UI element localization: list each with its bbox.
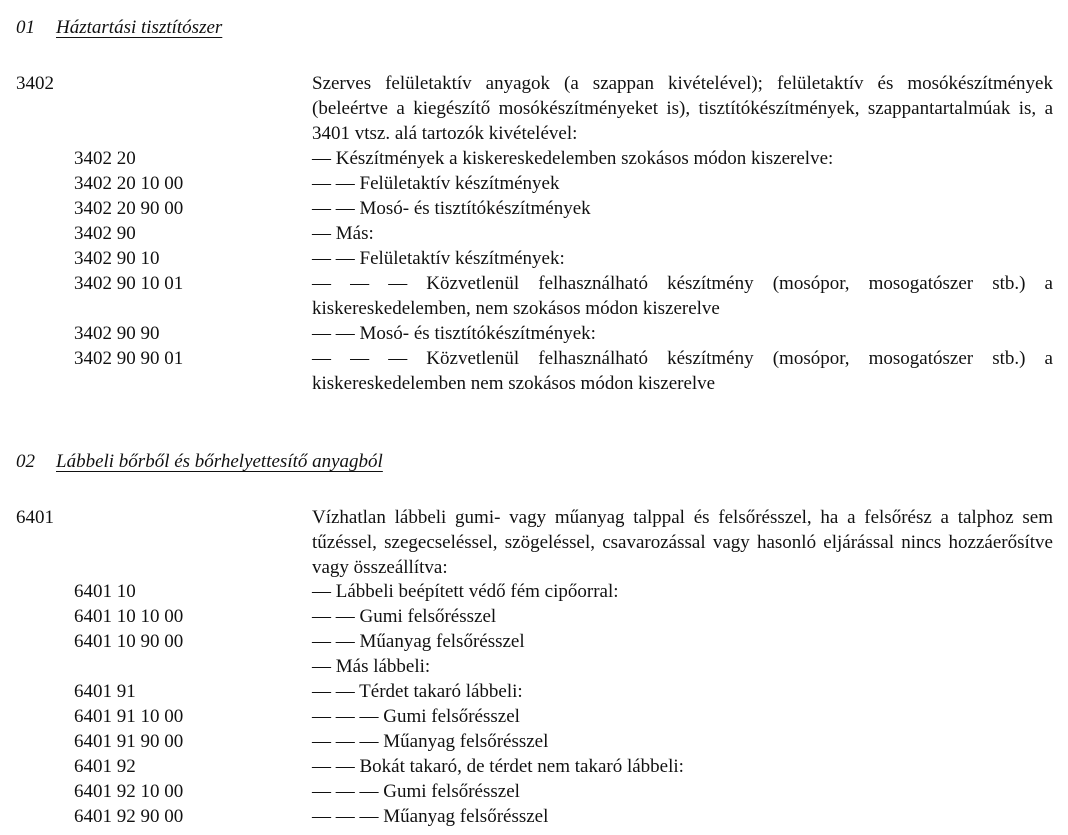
tariff-code: 3402 20 90 00 xyxy=(74,198,184,219)
tariff-code: 3402 20 10 00 xyxy=(74,173,184,194)
tariff-description: — Lábbeli beépített védő fém cipőorral: xyxy=(312,581,619,602)
tariff-description-main: Vízhatlan lábbeli gumi- vagy műanyag talppal és felsőrésszel, ha a felsőrész a talphoz sem tűzéssel, szegecseléssel, szögeléssel, csavarozással vagy hasonló eljárással nincs hozzáerősítve vagy összeállítva: xyxy=(312,507,1053,578)
tariff-description: — — — Gumi felsőrésszel xyxy=(312,781,520,802)
tariff-description: — — — Műanyag felsőrésszel xyxy=(312,731,549,752)
section-heading-01 xyxy=(16,17,222,39)
tariff-description: — — Felületaktív készítmények xyxy=(312,173,560,194)
tariff-code: 6401 91 10 00 xyxy=(74,706,184,727)
tariff-code: 3402 90 xyxy=(74,223,136,244)
tariff-description: — — Mosó- és tisztítókészítmények: xyxy=(312,323,596,344)
tariff-code: 6401 92 90 00 xyxy=(74,806,184,827)
section-title: Lábbeli bőrből és bőrhelyettesítő anyagból xyxy=(56,451,383,472)
section-number: 02 xyxy=(16,451,35,472)
tariff-code: 6401 92 10 00 xyxy=(74,781,184,802)
section-title: Háztartási tisztítószer xyxy=(56,17,223,38)
tariff-description: — — — Közvetlenül felhasználható készítmény (mosópor, mosogatószer stb.) a kiskereskedelemben, nem szokásos módon kiszerelve xyxy=(312,273,1053,319)
tariff-description: — — — Gumi felsőrésszel xyxy=(312,706,520,727)
tariff-description: — — — Közvetlenül felhasználható készítmény (mosópor, mosogatószer stb.) a kiskereskedelemben nem szokásos módon kiszerelve xyxy=(312,348,1053,394)
tariff-description: — — Térdet takaró lábbeli: xyxy=(312,681,523,702)
tariff-description: — — Gumi felsőrésszel xyxy=(312,606,497,627)
tariff-code: 3402 90 10 xyxy=(74,248,160,269)
tariff-code: 6401 92 xyxy=(74,756,136,777)
tariff-code: 3402 20 xyxy=(74,148,136,169)
tariff-description: — Készítmények a kiskereskedelemben szokásos módon kiszerelve: xyxy=(312,148,834,169)
tariff-description-main: Szerves felületaktív anyagok (a szappan kivételével); felületaktív és mosókészítmények (beleértve a kiegészítő mosókészítményeket is), tisztítókészítmények, szappantartalmúak is, a 3401 vtsz. alá tartozók kivételével: xyxy=(312,73,1053,144)
section-number: 01 xyxy=(16,17,35,38)
section-heading-02 xyxy=(16,451,383,473)
tariff-description: — — Bokát takaró, de térdet nem takaró lábbeli: xyxy=(312,756,684,777)
tariff-description: — Más lábbeli: xyxy=(312,656,431,677)
tariff-code: 6401 91 xyxy=(74,681,136,702)
tariff-code: 6401 10 xyxy=(74,581,136,602)
tariff-code: 3402 90 90 01 xyxy=(74,348,184,369)
tariff-code: 3402 90 90 xyxy=(74,323,160,344)
tariff-description: — Más: xyxy=(312,223,374,244)
tariff-code-main: 6401 xyxy=(16,507,54,528)
tariff-code: 3402 90 10 01 xyxy=(74,273,184,294)
tariff-description: — — Műanyag felsőrésszel xyxy=(312,631,525,652)
tariff-code: 6401 10 10 00 xyxy=(74,606,184,627)
tariff-description: — — — Műanyag felsőrésszel xyxy=(312,806,549,827)
tariff-code: 6401 91 90 00 xyxy=(74,731,184,752)
tariff-code: 6401 10 90 00 xyxy=(74,631,184,652)
tariff-description: — — Mosó- és tisztítókészítmények xyxy=(312,198,591,219)
tariff-description: — — Felületaktív készítmények: xyxy=(312,248,565,269)
tariff-code-main: 3402 xyxy=(16,73,54,94)
